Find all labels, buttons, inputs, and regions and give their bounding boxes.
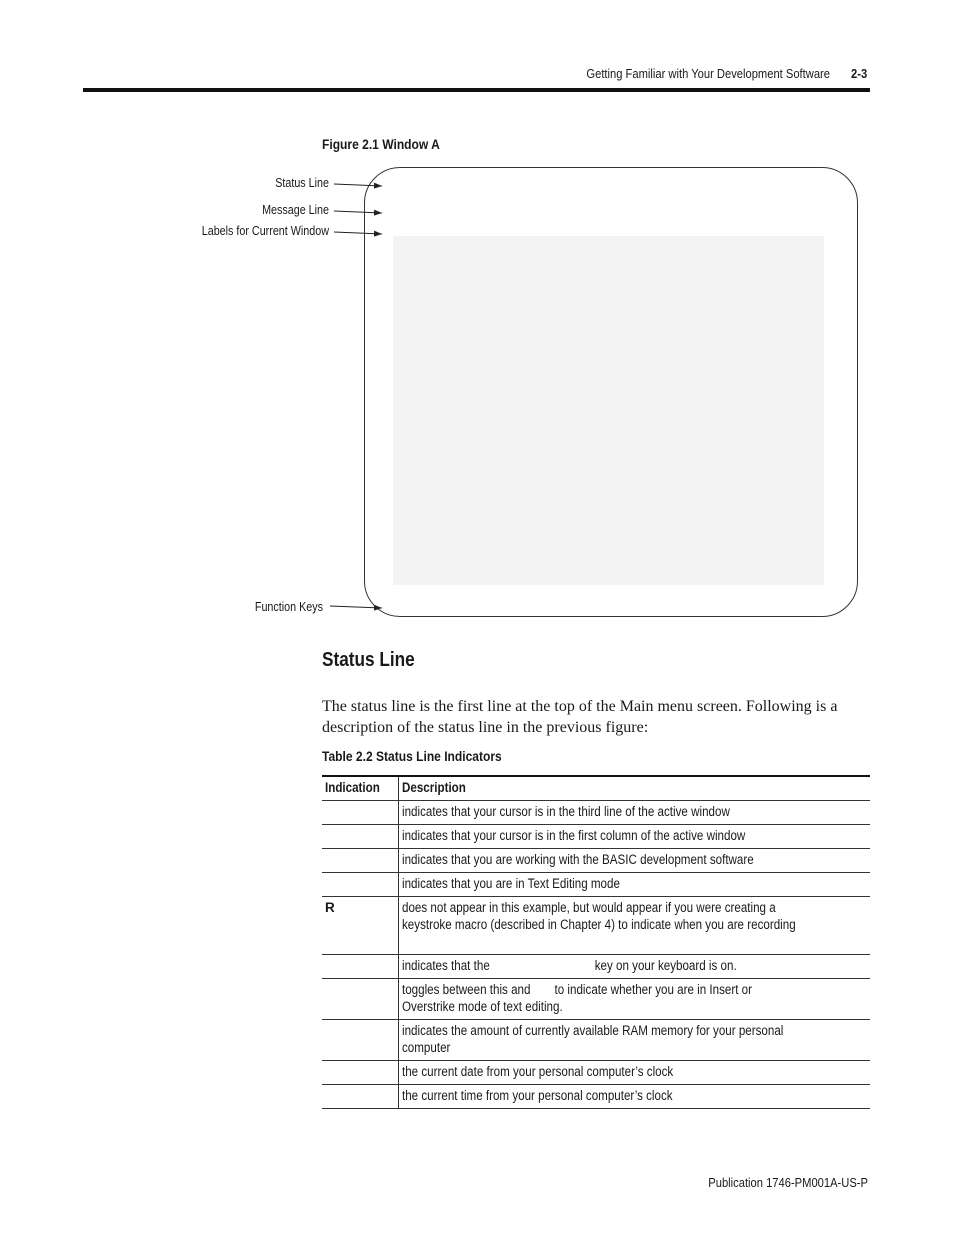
indication-cell bbox=[322, 955, 399, 979]
callout-function-keys: Function Keys bbox=[254, 600, 323, 614]
indication-cell bbox=[322, 801, 399, 825]
table-row bbox=[322, 849, 870, 873]
status-line-indicators-table bbox=[322, 775, 870, 1109]
arrow-message-line bbox=[334, 211, 382, 213]
callout-labels-current-window: Labels for Current Window bbox=[201, 224, 329, 238]
description-cell: indicates the amount of currently available RAM memory for your personal computer bbox=[399, 1020, 871, 1061]
footer-publication: Publication 1746-PM001A-US-P bbox=[708, 1175, 868, 1190]
indication-cell bbox=[322, 873, 399, 897]
table-row bbox=[322, 873, 870, 897]
table-row bbox=[322, 825, 870, 849]
table-row bbox=[322, 1061, 870, 1085]
section-heading: Status Line bbox=[322, 649, 415, 671]
description-cell: indicates that you are working with the BASIC development software bbox=[399, 849, 871, 873]
column-header-description: Description bbox=[399, 776, 871, 801]
table-row bbox=[322, 801, 870, 825]
arrow-function-keys bbox=[330, 606, 382, 608]
indication-cell: R bbox=[322, 897, 399, 955]
callout-message-line: Message Line bbox=[262, 203, 329, 217]
indication-cell bbox=[322, 1020, 399, 1061]
table-row bbox=[322, 955, 870, 979]
arrow-labels-current-window bbox=[334, 232, 382, 234]
description-cell: the current time from your personal computer’s clock bbox=[399, 1085, 871, 1109]
indication-cell bbox=[322, 979, 399, 1020]
running-head: Getting Familiar with Your Development Software bbox=[586, 66, 830, 81]
indication-cell bbox=[322, 1061, 399, 1085]
column-header-indication: Indication bbox=[322, 776, 399, 801]
description-part: key on your keyboard is on. bbox=[594, 958, 737, 973]
description-cell: indicates that you are in Text Editing mode bbox=[399, 873, 871, 897]
indication-cell bbox=[322, 825, 399, 849]
indication-cell bbox=[322, 849, 399, 873]
description-part: indicates that the bbox=[402, 958, 490, 973]
body-paragraph: The status line is the first line at the top of the Main menu screen. Following is a description of the status line in the previous figure: bbox=[322, 698, 838, 736]
table-row bbox=[322, 897, 870, 955]
description-part: toggles between this and bbox=[402, 982, 531, 997]
description-cell: does not appear in this example, but would appear if you were creating a keystroke macro (described in Chapter 4) to indicate when you are recording bbox=[399, 897, 871, 955]
table-header-row bbox=[322, 776, 870, 801]
description-cell: indicates that your cursor is in the first column of the active window bbox=[399, 825, 871, 849]
description-part: to indicate whether you are in Insert or Overstrike mode of text editing. bbox=[402, 982, 753, 1014]
description-cell bbox=[399, 979, 871, 1020]
table-row bbox=[322, 1020, 870, 1061]
description-cell bbox=[399, 955, 871, 979]
description-cell: the current date from your personal computer’s clock bbox=[399, 1061, 871, 1085]
table-caption: Table 2.2 Status Line Indicators bbox=[322, 748, 502, 764]
table-row bbox=[322, 979, 870, 1020]
indication-cell bbox=[322, 1085, 399, 1109]
arrow-status-line bbox=[334, 184, 382, 186]
table-row bbox=[322, 1085, 870, 1109]
page-number: 2-3 bbox=[851, 66, 868, 81]
callout-status-line: Status Line bbox=[275, 176, 329, 190]
figure-caption: Figure 2.1 Window A bbox=[322, 136, 440, 152]
description-cell: indicates that your cursor is in the third line of the active window bbox=[399, 801, 871, 825]
